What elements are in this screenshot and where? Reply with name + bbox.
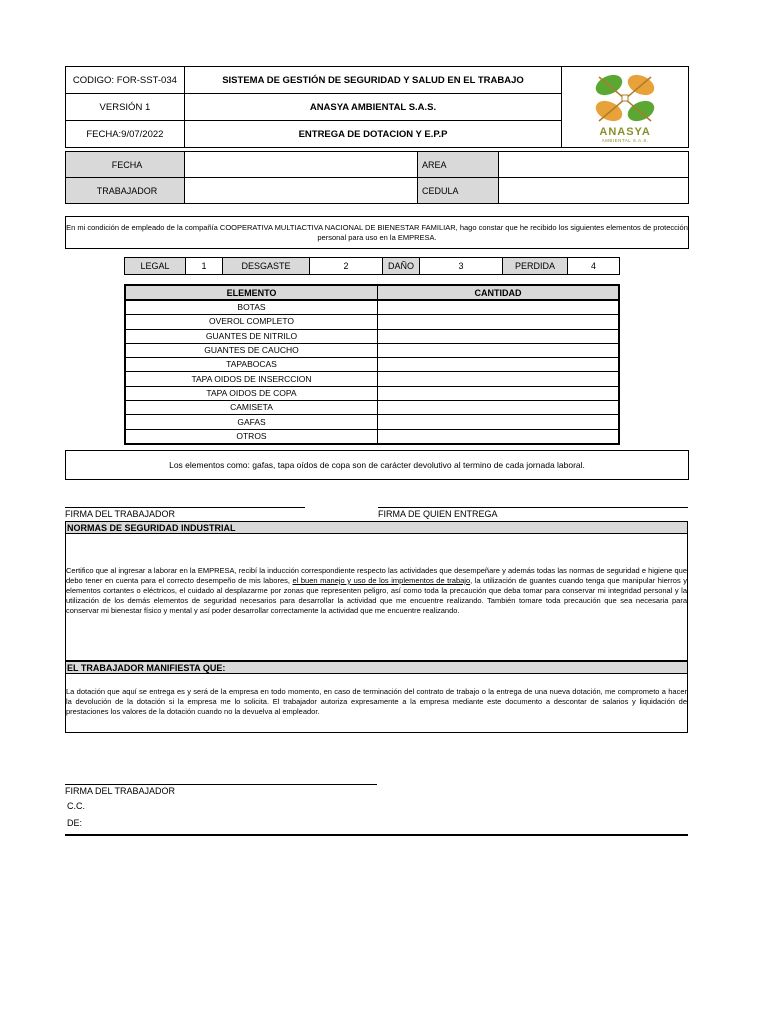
quantity-field[interactable] (378, 415, 620, 429)
area-field[interactable] (499, 152, 689, 178)
deliverer-signature-label: FIRMA DE QUIEN ENTREGA (378, 509, 498, 519)
declaration-text: En mi condición de empleado de la compañía COOPERATIVA MULTIACTIVA NACIONAL DE BIENESTAR FAMILIAR, hago constar que he recibido los siguientes elementos de protección personal para uso en la EMPRESA. (66, 222, 688, 242)
manifiesta-title: EL TRABAJADOR MANIFIESTA QUE: (65, 661, 688, 674)
trabajador-label: TRABAJADOR (66, 178, 185, 204)
element-name: CAMISETA (125, 401, 378, 415)
normas-text-1: Certifico que al ingresar a laborar en la EMPRESA, recibí la inducción correspondiente respecto las actividades que desempeñare y además todas las normas de seguridad e higiene que debo tener en cuenta para el correcto desempeño de mis labores, (66, 566, 687, 585)
table-row (125, 386, 619, 400)
devolutivo-note (65, 450, 689, 480)
elements-table (124, 284, 620, 445)
quantity-field[interactable] (378, 358, 620, 372)
system-title: SISTEMA DE GESTIÓN DE SEGURIDAD Y SALUD EN EL TRABAJO (184, 67, 561, 94)
quantity-field[interactable] (378, 386, 620, 400)
element-name: BOTAS (125, 300, 378, 315)
table-row (125, 429, 619, 444)
quantity-field[interactable] (378, 401, 620, 415)
normas-box (65, 534, 688, 661)
footer-signature-line[interactable] (65, 784, 377, 796)
element-name: TAPA OIDOS DE COPA (125, 386, 378, 400)
worker-signature-label: FIRMA DEL TRABAJADOR (65, 509, 176, 519)
quantity-field[interactable] (378, 329, 620, 343)
dano-label: DAÑO (383, 258, 420, 275)
desgaste-label: DESGASTE (223, 258, 310, 275)
logo-subtext: AMBIENTAL S.A.S. (601, 137, 649, 143)
codes-table (124, 257, 620, 275)
legal-label: LEGAL (125, 258, 186, 275)
trabajador-field[interactable] (185, 178, 418, 204)
header-table (65, 66, 689, 148)
table-row (125, 343, 619, 357)
cedula-field[interactable] (499, 178, 689, 204)
table-row (125, 372, 619, 386)
element-name: TAPABOCAS (125, 358, 378, 372)
quantity-field[interactable] (378, 315, 620, 329)
logo-text: ANASYA (599, 125, 651, 138)
cc-label: C.C. (67, 801, 85, 811)
element-name: TAPA OIDOS DE INSERCCION (125, 372, 378, 386)
cedula-label: CEDULA (418, 178, 499, 204)
element-name: OTROS (125, 429, 378, 444)
manifiesta-text: La dotación que aquí se entrega es y será de la empresa en todo momento, en caso de terminación del contrato de trabajo o la entrega de una nueva dotación, me comprometo a hacer la devolución de la dotación si la empresa me lo solicita. El trabajador autoriza expresamente a la empresa mediante este documento a descontar de salarios y liquidación de prestaciones los valores de la dotación cuando no la devuelva al empleador. (66, 687, 687, 716)
fecha-field[interactable] (185, 152, 418, 178)
table-row (125, 401, 619, 415)
perdida-label: PERDIDA (503, 258, 568, 275)
element-name: OVEROL COMPLETO (125, 315, 378, 329)
quantity-field[interactable] (378, 300, 620, 315)
normas-text-2: , la utilización de guantes cuando tenga que manipular hierros y elementos cortantes o eléctricos, el cuidado al desplazarme por zonas que representen peligro, así como toda la precaución que deba tomar para conservar mi integridad personal y la utilización de los demás elementos de seguridad necesarios para desarrollar la actividad que me encuentre realizando. También tomare toda precaución que sea necesaria para conservar mi bienestar físico y mental y así poder desarrollar correctamente la actividad que me encuentre realizando. (66, 576, 687, 615)
quantity-field[interactable] (378, 429, 620, 444)
logo-cell (562, 67, 689, 148)
table-row (125, 358, 619, 372)
quantity-field[interactable] (378, 372, 620, 386)
declaration-box (65, 216, 689, 249)
quantity-field[interactable] (378, 343, 620, 357)
info-table (65, 151, 689, 204)
company-logo (562, 71, 688, 144)
footer-divider (65, 834, 688, 836)
element-name: GAFAS (125, 415, 378, 429)
element-name: GUANTES DE NITRILO (125, 329, 378, 343)
legal-value: 1 (186, 258, 223, 275)
elemento-header: ELEMENTO (125, 285, 378, 300)
desgaste-value: 2 (310, 258, 383, 275)
table-row (125, 300, 619, 315)
fecha-cell: FECHA:9/07/2022 (66, 121, 185, 148)
worker-signature-line[interactable] (65, 507, 305, 519)
perdida-value: 4 (568, 258, 620, 275)
footer-signature-label: FIRMA DEL TRABAJADOR (65, 786, 176, 796)
cantidad-header: CANTIDAD (378, 285, 620, 300)
table-row (125, 329, 619, 343)
area-label: AREA (418, 152, 499, 178)
normas-title: NORMAS DE SEGURIDAD INDUSTRIAL (65, 521, 688, 534)
de-label: DE: (67, 818, 83, 828)
normas-text-underlined: el buen manejo y uso de los implementos de trabajo (292, 576, 471, 585)
manifiesta-box (65, 674, 688, 733)
deliverer-signature-line[interactable] (378, 507, 688, 519)
fecha-label: FECHA (66, 152, 185, 178)
table-row (125, 415, 619, 429)
table-row (125, 315, 619, 329)
element-name: GUANTES DE CAUCHO (125, 343, 378, 357)
note-text: Los elementos como: gafas, tapa oídos de copa son de carácter devolutivo al termino de cada jornada laboral. (169, 460, 585, 470)
document-title: ENTREGA DE DOTACION Y E.P.P (184, 121, 561, 148)
company-name: ANASYA AMBIENTAL S.A.S. (184, 94, 561, 121)
codigo-cell: CODIGO: FOR-SST-034 (66, 67, 185, 94)
leaf-logo-icon (585, 71, 665, 127)
version-cell: VERSIÓN 1 (66, 94, 185, 121)
dano-value: 3 (420, 258, 503, 275)
